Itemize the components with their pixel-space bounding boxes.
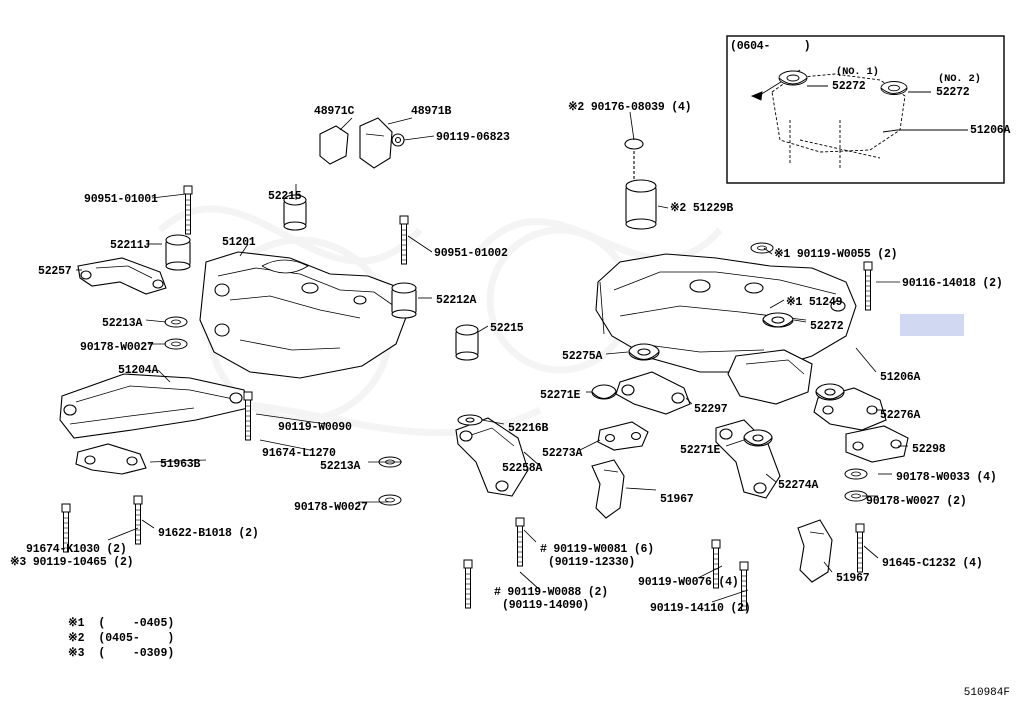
part-label-90951-01002: 90951-01002 [434, 247, 508, 260]
highlight-51206a [900, 314, 964, 336]
part-label-52276a: 52276A [880, 409, 921, 422]
part-label-52297: 52297 [694, 403, 728, 416]
part-label-51967: 51967 [660, 493, 694, 506]
part-label-51204a: 51204A [118, 364, 159, 377]
part-label-52271e: 52271E [540, 389, 581, 402]
footnote-3: ※3 ( -0309) [68, 647, 175, 660]
part-label-2-90176-08039-4: ※2 90176-08039 (4) [568, 101, 692, 114]
part-label-1-90119-w0055-2: ※1 90119-W0055 (2) [774, 248, 898, 261]
part-label-48971c: 48971C [314, 105, 355, 118]
part-label-52271e: 52271E [680, 444, 721, 457]
part-label-90116-14018-2: 90116-14018 (2) [902, 277, 1003, 290]
part-label-52258a: 52258A [502, 462, 543, 475]
drawing-code: 510984F [963, 687, 1010, 699]
inset-no1-label: (NO. 1) [836, 66, 879, 78]
part-label-52298: 52298 [912, 443, 946, 456]
part-label-90178-w0027-2: 90178-W0027 (2) [866, 495, 967, 508]
part-label-90119-06823: 90119-06823 [436, 131, 510, 144]
part-label-48971b: 48971B [411, 105, 452, 118]
part-label-90119-w0076-4: 90119-W0076 (4) [638, 576, 739, 589]
part-label-52216b: 52216B [508, 422, 549, 435]
part-label-52272: 52272 [810, 320, 844, 333]
part-label-52257: 52257 [38, 265, 72, 278]
part-label-90178-w0027: 90178-W0027 [294, 501, 368, 514]
part-label-3-90119-10465-2: ※3 90119-10465 (2) [10, 556, 134, 569]
part-label-52211j: 52211J [110, 239, 151, 252]
part-label-91674-l1270: 91674-L1270 [262, 447, 336, 460]
part-label-52213a: 52213A [102, 317, 143, 330]
footnote-1: ※1 ( -0405) [68, 617, 175, 630]
part-label-2-51229b: ※2 51229B [670, 202, 734, 215]
part-label-90119-w0090: 90119-W0090 [278, 421, 352, 434]
part-label-52213a: 52213A [320, 460, 361, 473]
part-label-90119-12330: (90119-12330) [548, 556, 636, 569]
part-label-52215: 52215 [268, 190, 302, 203]
part-label-52275a: 52275A [562, 350, 603, 363]
part-label-90178-w0033-4: 90178-W0033 (4) [896, 471, 997, 484]
inset-date-range: (0604- ) [730, 40, 811, 53]
part-label-90951-01001: 90951-01001 [84, 193, 158, 206]
inset-label-51206a: 51206A [970, 124, 1011, 137]
inset-label-52272-right: 52272 [936, 86, 970, 99]
part-label-90119-w0081-6: # 90119-W0081 (6) [540, 543, 654, 556]
part-label-90119-w0088-2: # 90119-W0088 (2) [494, 586, 608, 599]
part-label-90178-w0027: 90178-W0027 [80, 341, 154, 354]
inset-label-52272-left: 52272 [832, 80, 866, 93]
part-label-1-51249: ※1 51249 [786, 296, 843, 309]
footnote-2: ※2 (0405- ) [68, 632, 175, 645]
part-label-90119-14090: (90119-14090) [502, 599, 590, 612]
part-label-51201: 51201 [222, 236, 256, 249]
part-label-51206a: 51206A [880, 371, 921, 384]
part-label-52215: 52215 [490, 322, 524, 335]
part-label-90119-14110-2: 90119-14110 (2) [650, 602, 751, 615]
part-label-52274a: 52274A [778, 479, 819, 492]
part-label-91622-b1018-2: 91622-B1018 (2) [158, 527, 259, 540]
part-label-51967: 51967 [836, 572, 870, 585]
part-label-91645-c1232-4: 91645-C1232 (4) [882, 557, 983, 570]
part-label-52273a: 52273A [542, 447, 583, 460]
part-label-52212a: 52212A [436, 294, 477, 307]
part-label-51963b: 51963B [160, 458, 201, 471]
part-label-91674-k1030-2: 91674-K1030 (2) [26, 543, 127, 556]
inset-no2-label: (NO. 2) [938, 73, 981, 85]
